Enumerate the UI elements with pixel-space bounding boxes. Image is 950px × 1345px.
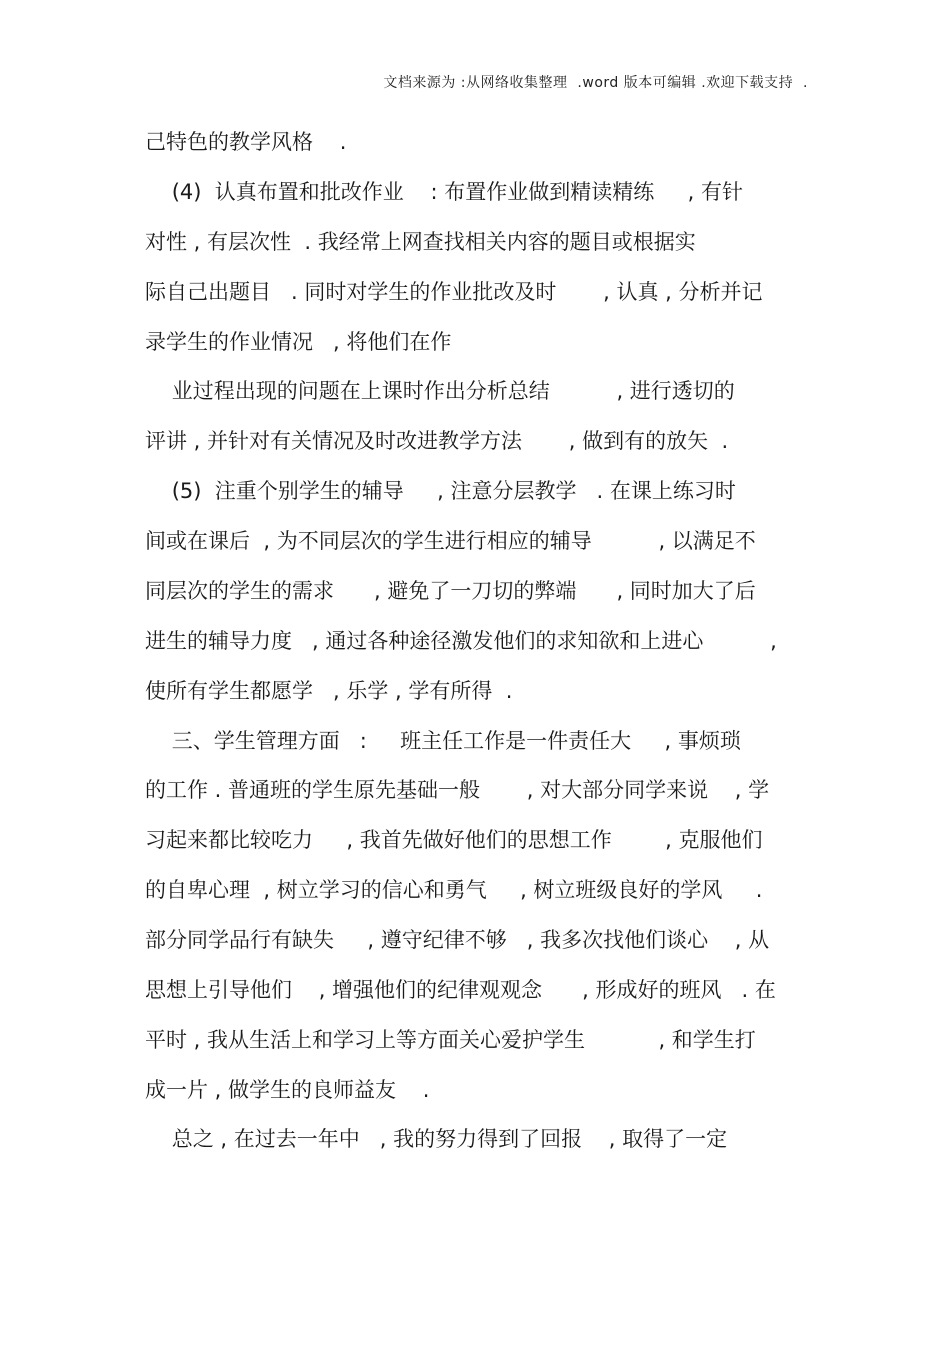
- text-line: (4) 认真布置和批改作业 : 布置作业做到精读精练 , 有针: [145, 180, 743, 204]
- text-line: 的自卑心理 , 树立学习的信心和勇气 , 树立班级良好的学风 .: [145, 878, 763, 902]
- text-line: 际自己出题目 . 同时对学生的作业批改及时 , 认真 , 分析并记: [145, 280, 763, 304]
- text-line: 使所有学生都愿学 , 乐学 , 学有所得 .: [145, 679, 513, 703]
- text-line: 间或在课后 , 为不同层次的学生进行相应的辅导 , 以满足不: [145, 529, 756, 553]
- text-line: 部分同学品行有缺失 , 遵守纪律不够 , 我多次找他们谈心 , 从: [145, 928, 770, 952]
- text-line: 成一片 , 做学生的良师益友 .: [145, 1078, 430, 1102]
- text-line: 对性 , 有层次性 . 我经常上网查找相关内容的题目或根据实: [145, 230, 696, 254]
- text-line: 录学生的作业情况 , 将他们在作: [145, 330, 452, 354]
- text-line: 习起来都比较吃力 , 我首先做好他们的思想工作 , 克服他们: [145, 828, 763, 852]
- text-line: 总之 , 在过去一年中 , 我的努力得到了回报 , 取得了一定: [145, 1127, 728, 1151]
- text-line: 平时 , 我从生活上和学习上等方面关心爱护学生 , 和学生打: [145, 1028, 756, 1052]
- text-line: 己特色的教学风格 .: [145, 130, 347, 154]
- document-source-header: 文档来源为 :从网络收集整理 .word 版本可编辑 .欢迎下载支持 .: [383, 75, 808, 91]
- text-line: 进生的辅导力度 , 通过各种途径激发他们的求知欲和上进心 ,: [145, 629, 777, 653]
- text-line: 思想上引导他们 , 增强他们的纪律观观念 , 形成好的班风 . 在: [145, 978, 776, 1002]
- text-line: 同层次的学生的需求 , 避免了一刀切的弊端 , 同时加大了后: [145, 579, 756, 603]
- text-line: 的工作 . 普通班的学生原先基础一般 , 对大部分同学来说 , 学: [145, 778, 770, 802]
- section-heading-line: 三、学生管理方面 : 班主任工作是一件责任大 , 事烦琐: [145, 729, 741, 753]
- text-line: 业过程出现的问题在上课时作出分析总结 , 进行透切的: [145, 379, 735, 403]
- text-line: 评讲 , 并针对有关情况及时改进教学方法 , 做到有的放矢 .: [145, 429, 729, 453]
- text-line: (5) 注重个别学生的辅导 , 注意分层教学 . 在课上练习时: [145, 479, 736, 503]
